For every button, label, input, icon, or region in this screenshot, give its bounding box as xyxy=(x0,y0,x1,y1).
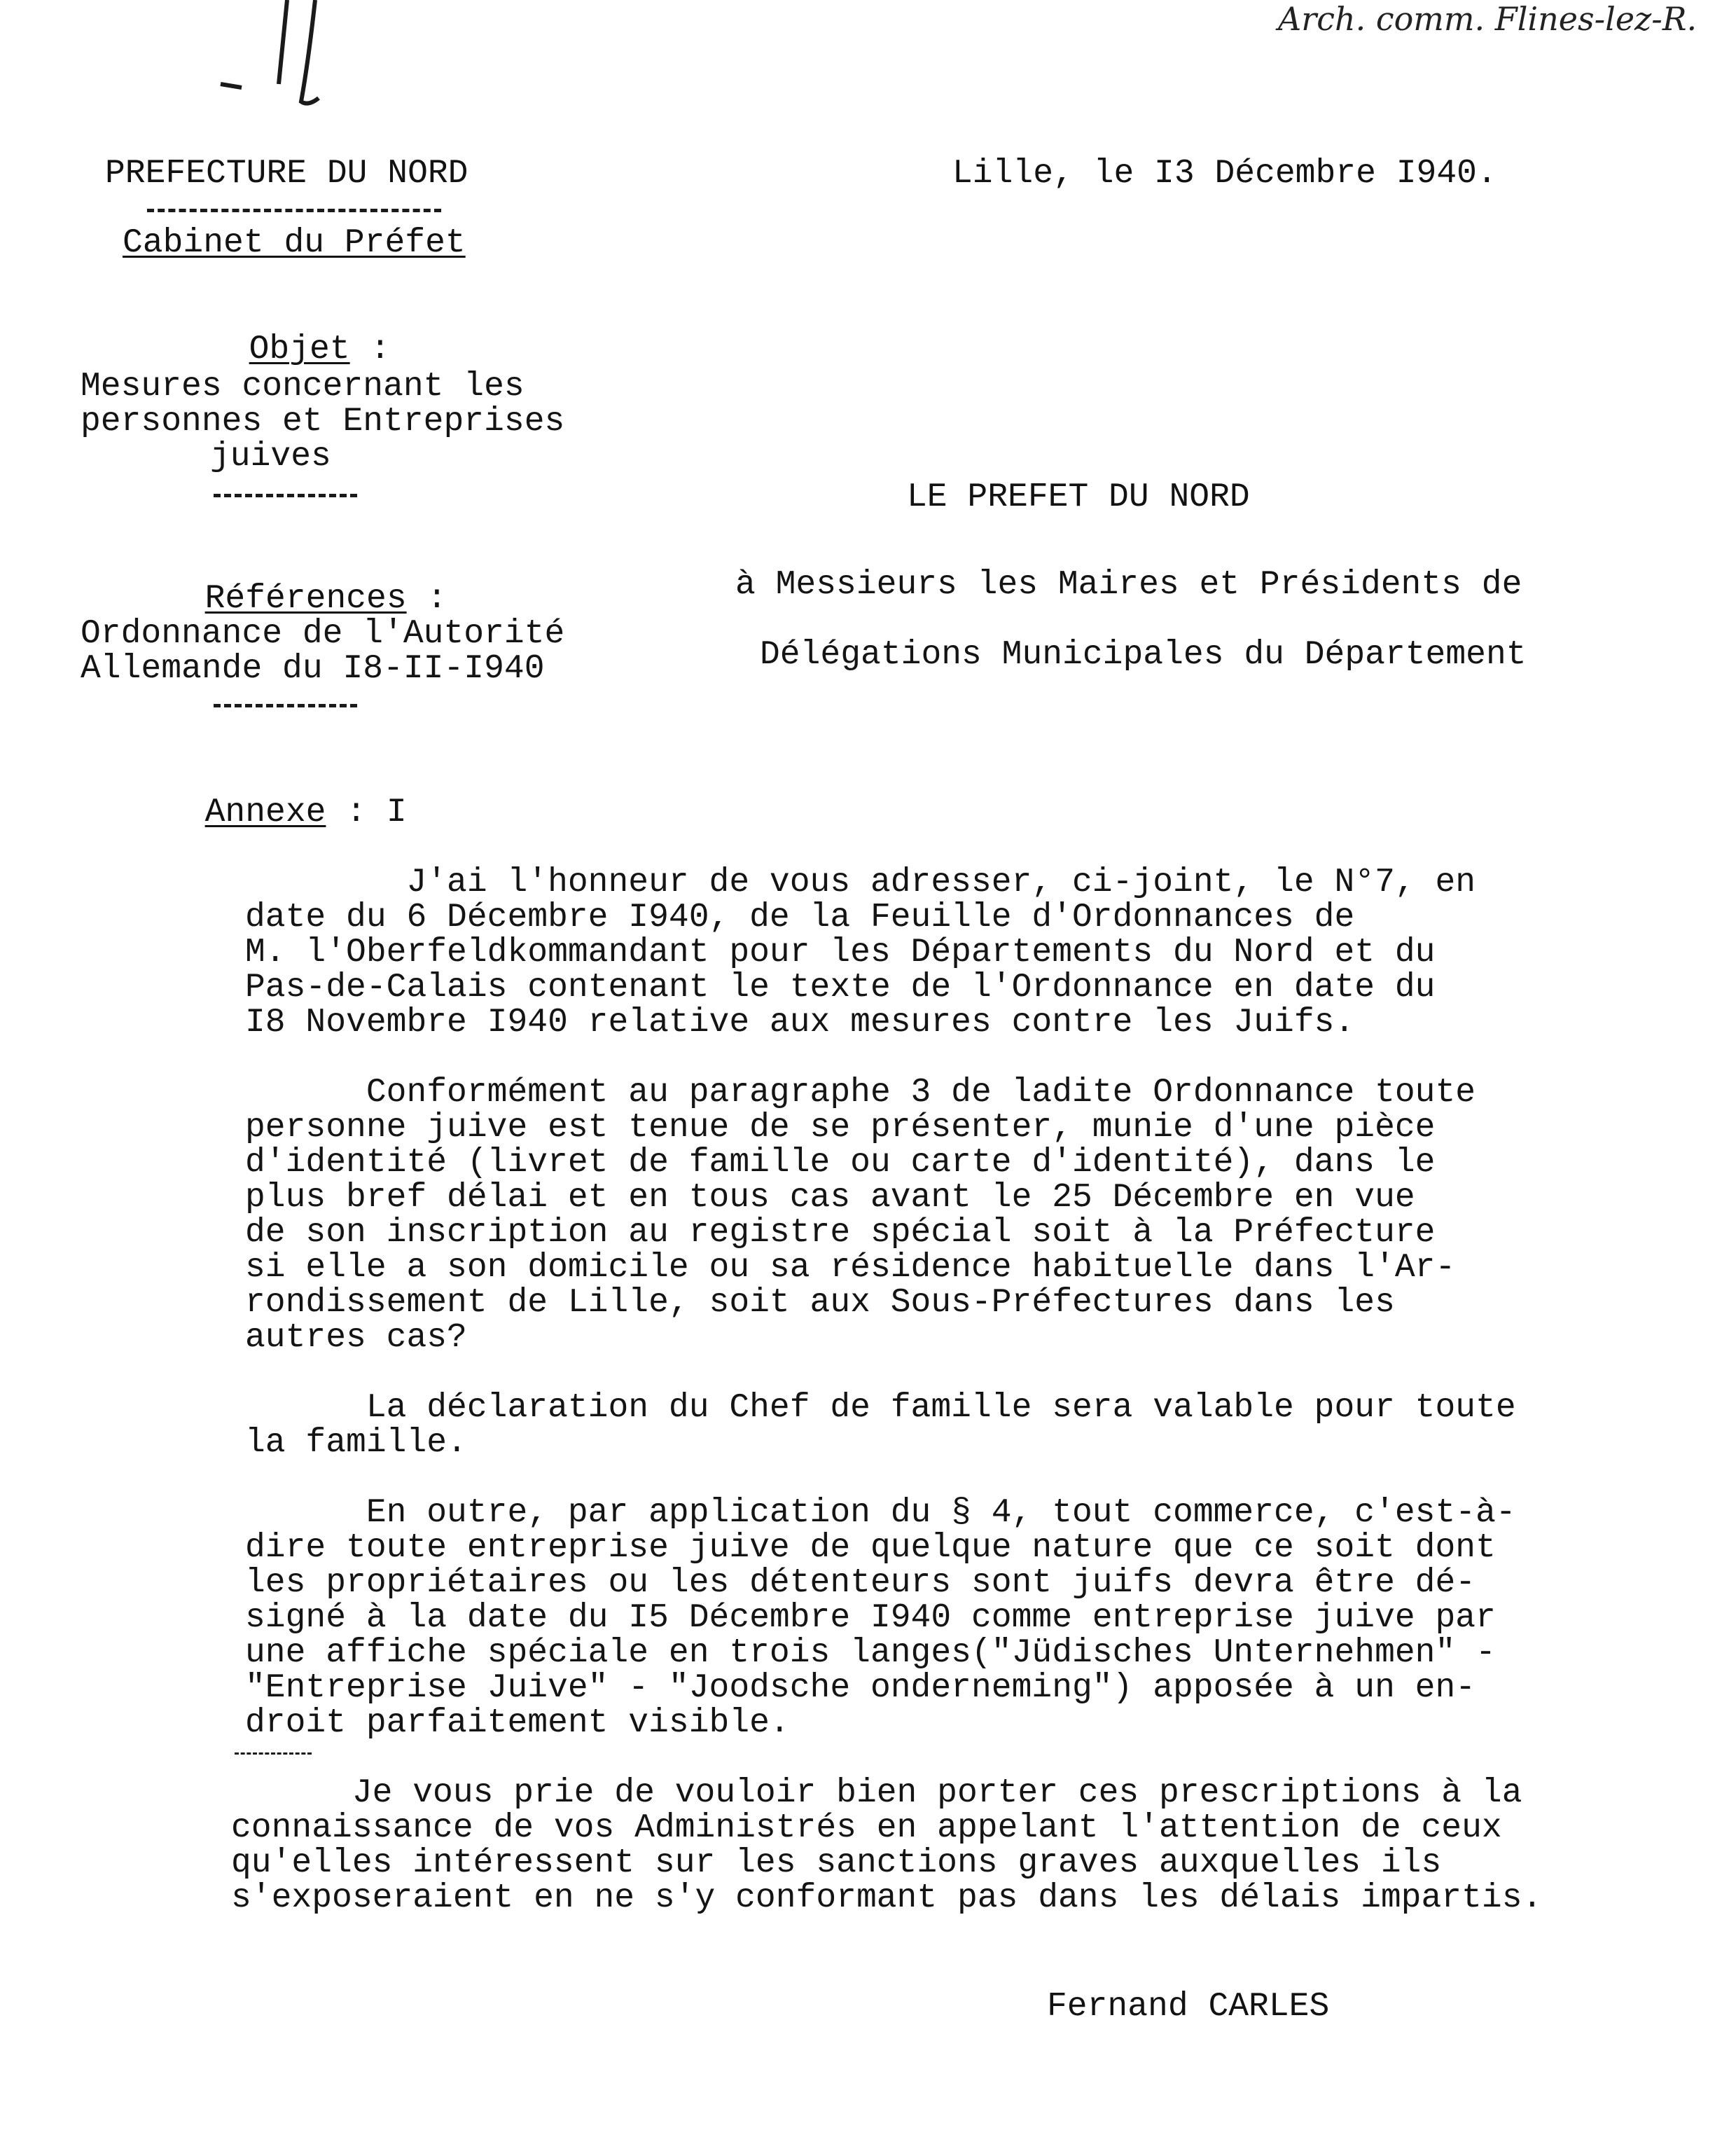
body-line: s'exposeraient en ne s'y conformant pas dans les délais impartis. xyxy=(231,1879,1543,1917)
objet-colon: : xyxy=(370,331,391,368)
divider xyxy=(235,1752,312,1755)
references-heading xyxy=(165,546,447,616)
body-line: rondissement de Lille, soit aux Sous-Préfectures dans les xyxy=(245,1284,1395,1322)
body-line: signé à la date du I5 Décembre I940 comme entreprise juive par xyxy=(245,1599,1496,1637)
divider xyxy=(214,494,357,497)
body-line: plus bref délai et en tous cas avant le 25 Décembre en vue xyxy=(245,1179,1415,1217)
divider xyxy=(214,704,357,707)
annexe-heading xyxy=(165,760,407,830)
body-paragraph xyxy=(245,865,1475,1040)
body-line: Pas-de-Calais contenant le texte de l'Ordonnance en date du xyxy=(245,969,1436,1007)
body-line: qu'elles intéressent sur les sanctions graves auxquelles ils xyxy=(231,1844,1442,1882)
objet-heading xyxy=(209,297,390,367)
body-line: droit parfaitement visible. xyxy=(245,1704,790,1742)
cabinet-heading: Cabinet du Préfet xyxy=(123,224,466,262)
body-line: une affiche spéciale en trois langes("Jüdisches Unternehmen" - xyxy=(245,1634,1496,1672)
body-line: La déclaration du Chef de famille sera valable pour toute xyxy=(245,1389,1516,1427)
body-line: "Entreprise Juive" - "Joodsche onderneming") apposée à un en- xyxy=(245,1669,1476,1707)
body-line: Conformément au paragraphe 3 de ladite Ordonnance toute xyxy=(245,1074,1476,1112)
body-line: si elle a son domicile ou sa résidence habituelle dans l'Ar- xyxy=(245,1249,1456,1287)
body-paragraph xyxy=(231,1776,1542,1916)
divider xyxy=(147,209,441,212)
references-line: Allemande du I8-II-I940 xyxy=(81,650,545,688)
body-line: M. l'Oberfeldkommandant pour les Départements du Nord et du xyxy=(245,934,1436,971)
place-date: Lille, le I3 Décembre I940. xyxy=(952,155,1497,193)
body-line: autres cas? xyxy=(245,1319,467,1357)
body-line: personne juive est tenue de se présenter, munie d'une pièce xyxy=(245,1109,1436,1147)
body-line: d'identité (livret de famille ou carte d'identité), dans le xyxy=(245,1144,1436,1182)
body-line: I8 Novembre I940 relative aux mesures contre les Juifs. xyxy=(245,1004,1355,1042)
body-line: la famille. xyxy=(245,1424,467,1462)
body-paragraph xyxy=(245,1390,1516,1460)
archive-annotation: Arch. comm. Flines-lez-R. xyxy=(1278,0,1697,38)
sender-heading: LE PREFET DU NORD xyxy=(907,478,1250,516)
body-line: les propriétaires ou les détenteurs sont juifs devra être dé- xyxy=(245,1564,1476,1602)
body-line: En outre, par application du § 4, tout commerce, c'est-à- xyxy=(245,1494,1516,1532)
body-paragraph xyxy=(245,1495,1516,1741)
body-line: de son inscription au registre spécial soit à la Préfecture xyxy=(245,1214,1436,1252)
signature: Fernand CARLES xyxy=(1047,1988,1330,2026)
body-line: J'ai l'honneur de vous adresser, ci-joint, le N°7, en xyxy=(245,864,1476,901)
references-colon: : xyxy=(426,580,447,618)
body-line: date du 6 Décembre I940, de la Feuille d'Ordonnances de xyxy=(245,899,1355,936)
recipient-block xyxy=(735,550,1527,690)
annexe-label: Annexe xyxy=(204,794,326,831)
annexe-value: : I xyxy=(346,794,407,831)
body-paragraph xyxy=(245,1075,1475,1355)
objet-text xyxy=(81,369,564,474)
references-label: Références xyxy=(204,580,407,618)
references-text xyxy=(81,616,564,686)
body-line: connaissance de vos Administrés en appelant l'attention de ceux xyxy=(231,1809,1502,1847)
handwritten-mark xyxy=(203,0,357,119)
objet-label: Objet xyxy=(249,331,350,368)
body-line: Je vous prie de vouloir bien porter ces prescriptions à la xyxy=(231,1774,1522,1812)
recipient-line: Délégations Municipales du Département xyxy=(760,636,1527,674)
objet-line: personnes et Entreprises xyxy=(81,403,565,441)
prefecture-heading: PREFECTURE DU NORD xyxy=(105,155,468,193)
body-line: dire toute entreprise juive de quelque nature que ce soit dont xyxy=(245,1529,1496,1567)
objet-line: juives xyxy=(210,438,331,476)
objet-line: Mesures concernant les xyxy=(81,368,525,406)
recipient-line: à Messieurs les Maires et Présidents de xyxy=(735,566,1522,604)
references-line: Ordonnance de l'Autorité xyxy=(81,615,565,653)
